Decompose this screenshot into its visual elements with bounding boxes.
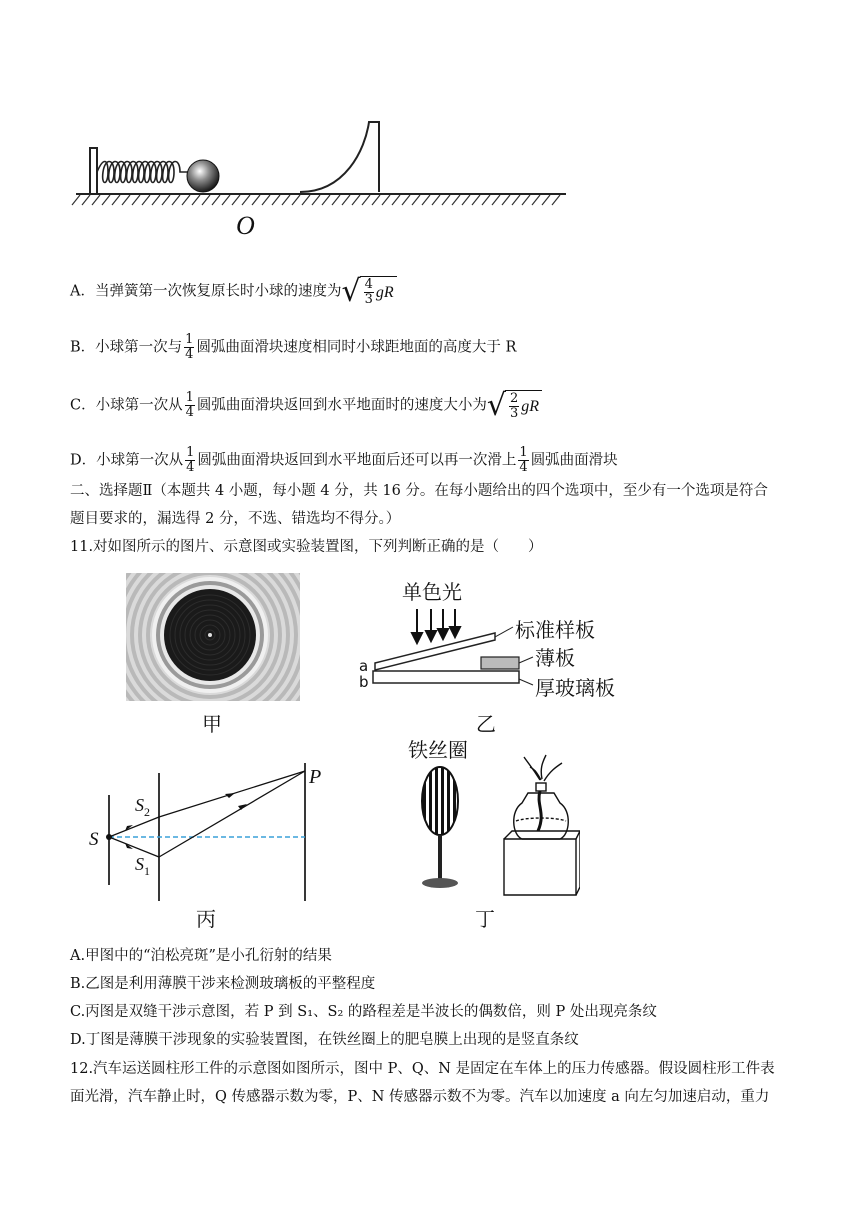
section-2-line1: 二、选择题Ⅱ（本题共 4 小题，每小题 4 分，共 16 分。在每小题给出的四个选项中，至少有一个选项是符合 [70, 483, 768, 499]
thick-glass-plate [373, 671, 519, 683]
option-10-B: B．小球第一次与 $\frac{1}{4}$ 圆弧曲面滑块速度相同时小球距地面的高度大于 R [70, 332, 517, 362]
option-10-C: C．小球第一次从 $\frac{1}{4}$ 圆弧曲面滑块返回到水平地面时的速度大小为 √ $\frac{2}{3}$ gR [70, 390, 542, 421]
thin-plate [481, 657, 519, 669]
option-10-D: D．小球第一次从 $\frac{1}{4}$ 圆弧曲面滑块返回到水平地面后还可以再一次滑上 $\frac{1}{4}$ 圆弧曲面滑块 [70, 445, 618, 475]
light-arrows [412, 609, 460, 643]
quarter-arc-block [300, 122, 379, 192]
option-11-C: C.丙图是双缝干涉示意图，若 P 到 S₁、S₂ 的路程差是半波长的偶数倍，则 P 处出现亮条纹 [70, 1004, 657, 1020]
option-11-A: A.甲图中的“泊松亮斑”是小孔衍射的结果 [70, 948, 332, 964]
spring-ball-figure [70, 110, 580, 250]
label-S: S [89, 829, 99, 850]
option-11-D: D.丁图是薄膜干涉现象的实验装置图，在铁丝圈上的肥皂膜上出现的是竖直条纹 [70, 1032, 579, 1048]
label-a: a [359, 657, 369, 675]
option-11-B: B.乙图是利用薄膜干涉来检测玻璃板的平整程度 [70, 976, 376, 992]
sqrt-expression: √ $\frac{4}{3}$ gR [341, 276, 396, 307]
caption-ding: 丁 [475, 907, 495, 931]
caption-yi: 乙 [476, 712, 496, 736]
figure-jia-poisson-spot [126, 573, 300, 701]
standard-plate-label: 标准样板 [515, 618, 595, 642]
figure-ding-soap-film [400, 735, 580, 915]
monochromatic-light-label: 单色光 [402, 580, 462, 604]
section-2-line2: 题目要求的，漏选得 2 分，不选、错选均不得分。） [70, 511, 401, 527]
q12-line1: 12.汽车运送圆柱形工件的示意图如图所示，图中 P、Q、N 是固定在车体上的压力传感器。假设圆柱形工件表 [70, 1061, 775, 1077]
standard-plate [375, 633, 495, 670]
alcohol-lamp [504, 755, 580, 895]
thick-glass-label: 厚玻璃板 [535, 676, 615, 700]
spring [97, 162, 190, 183]
origin-label: O [236, 211, 255, 240]
wire-loop-label: 铁丝圈 [408, 738, 468, 762]
thin-plate-label: 薄板 [535, 646, 575, 670]
ground-hatching [72, 195, 560, 205]
ball [187, 160, 219, 192]
label-S1: $S_1$ [135, 854, 150, 878]
label-b: b [359, 673, 369, 691]
label-P: P [309, 766, 322, 788]
sqrt-expression: √ $\frac{2}{3}$ gR [487, 390, 542, 421]
caption-jia: 甲 [202, 712, 222, 736]
option-10-A: A．当弹簧第一次恢复原长时小球的速度为 √ $\frac{4}{3}$ gR [70, 276, 397, 307]
q12-line2: 面光滑，汽车静止时，Q 传感器示数为零，P、N 传感器示数不为零。汽车以加速度 a 向左匀加速启动，重力 [70, 1089, 770, 1105]
caption-bing: 丙 [196, 907, 216, 931]
figure-yi-thin-film [355, 575, 625, 705]
wall [90, 148, 97, 194]
label-S2: $S_2$ [135, 795, 150, 819]
q11-stem: 11.对如图所示的图片、示意图或实验装置图，下列判断正确的是（ ） [70, 539, 543, 555]
figure-bing-double-slit [85, 755, 335, 905]
